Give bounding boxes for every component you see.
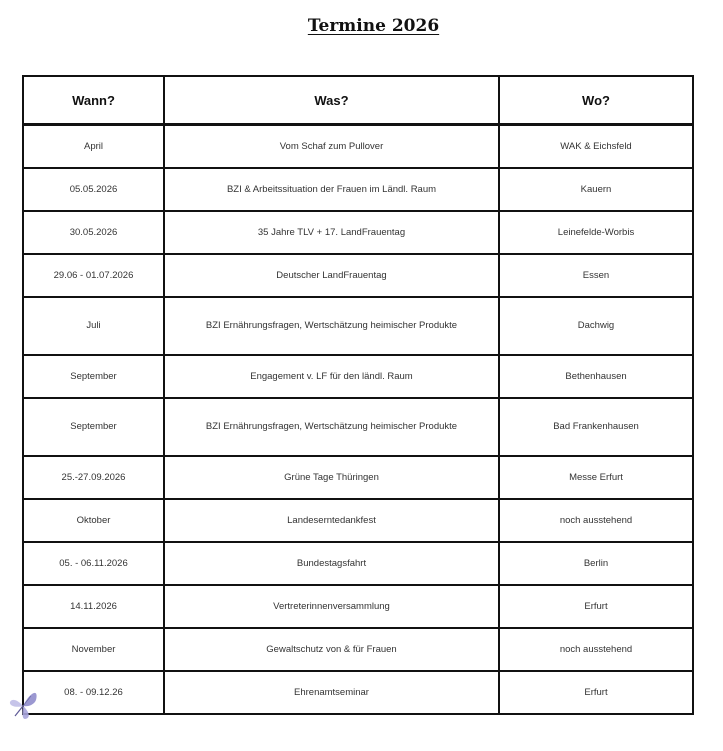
butterfly-icon [6,686,40,722]
cell-where: Messe Erfurt [499,456,693,499]
table-header-row [23,76,693,125]
table-row [23,585,693,628]
table-row [23,355,693,398]
cell-where: Bethenhausen [499,355,693,398]
cell-when: November [23,628,164,671]
cell-what: Vom Schaf zum Pullover [164,125,499,168]
table-row [23,211,693,254]
cell-when: April [23,125,164,168]
cell-where: Leinefelde-Worbis [499,211,693,254]
schedule-table [22,75,694,715]
table-row [23,297,693,355]
table-row [23,542,693,585]
table-row [23,628,693,671]
cell-when: September [23,355,164,398]
table-row [23,671,693,714]
header-was: Was? [164,76,499,125]
cell-when: 14.11.2026 [23,585,164,628]
cell-when: Juli [23,297,164,355]
table-row [23,398,693,456]
header-wo: Wo? [499,76,693,125]
cell-what: Vertreterinnenversammlung [164,585,499,628]
cell-where: Essen [499,254,693,297]
cell-where: Dachwig [499,297,693,355]
cell-when: September [23,398,164,456]
table-row [23,254,693,297]
cell-when: 29.06 - 01.07.2026 [23,254,164,297]
cell-what: 35 Jahre TLV + 17. LandFrauentag [164,211,499,254]
cell-when: 30.05.2026 [23,211,164,254]
cell-when: 05. - 06.11.2026 [23,542,164,585]
cell-where: noch ausstehend [499,628,693,671]
page-title: Termine 2026 [307,16,440,36]
cell-where: Erfurt [499,671,693,714]
cell-what: BZI Ernährungsfragen, Wertschätzung heimischer Produkte [164,398,499,456]
cell-what: Ehrenamtseminar [164,671,499,714]
cell-what: BZI Ernährungsfragen, Wertschätzung heimischer Produkte [164,297,499,355]
cell-where: Bad Frankenhausen [499,398,693,456]
cell-where: WAK & Eichsfeld [499,125,693,168]
cell-what: Bundestagsfahrt [164,542,499,585]
cell-what: BZI & Arbeitssituation der Frauen im Ländl. Raum [164,168,499,211]
cell-what: Engagement v. LF für den ländl. Raum [164,355,499,398]
cell-where: Berlin [499,542,693,585]
table-row [23,168,693,211]
cell-what: Landeserntedankfest [164,499,499,542]
table-row [23,499,693,542]
cell-when: Oktober [23,499,164,542]
cell-when: 05.05.2026 [23,168,164,211]
table-row [23,125,693,168]
cell-when: 08. - 09.12.26 [23,671,164,714]
cell-where: noch ausstehend [499,499,693,542]
cell-what: Gewaltschutz von & für Frauen [164,628,499,671]
cell-what: Grüne Tage Thüringen [164,456,499,499]
cell-where: Kauern [499,168,693,211]
table-row [23,456,693,499]
cell-what: Deutscher LandFrauentag [164,254,499,297]
cell-when: 25.-27.09.2026 [23,456,164,499]
cell-where: Erfurt [499,585,693,628]
header-wann: Wann? [23,76,164,125]
